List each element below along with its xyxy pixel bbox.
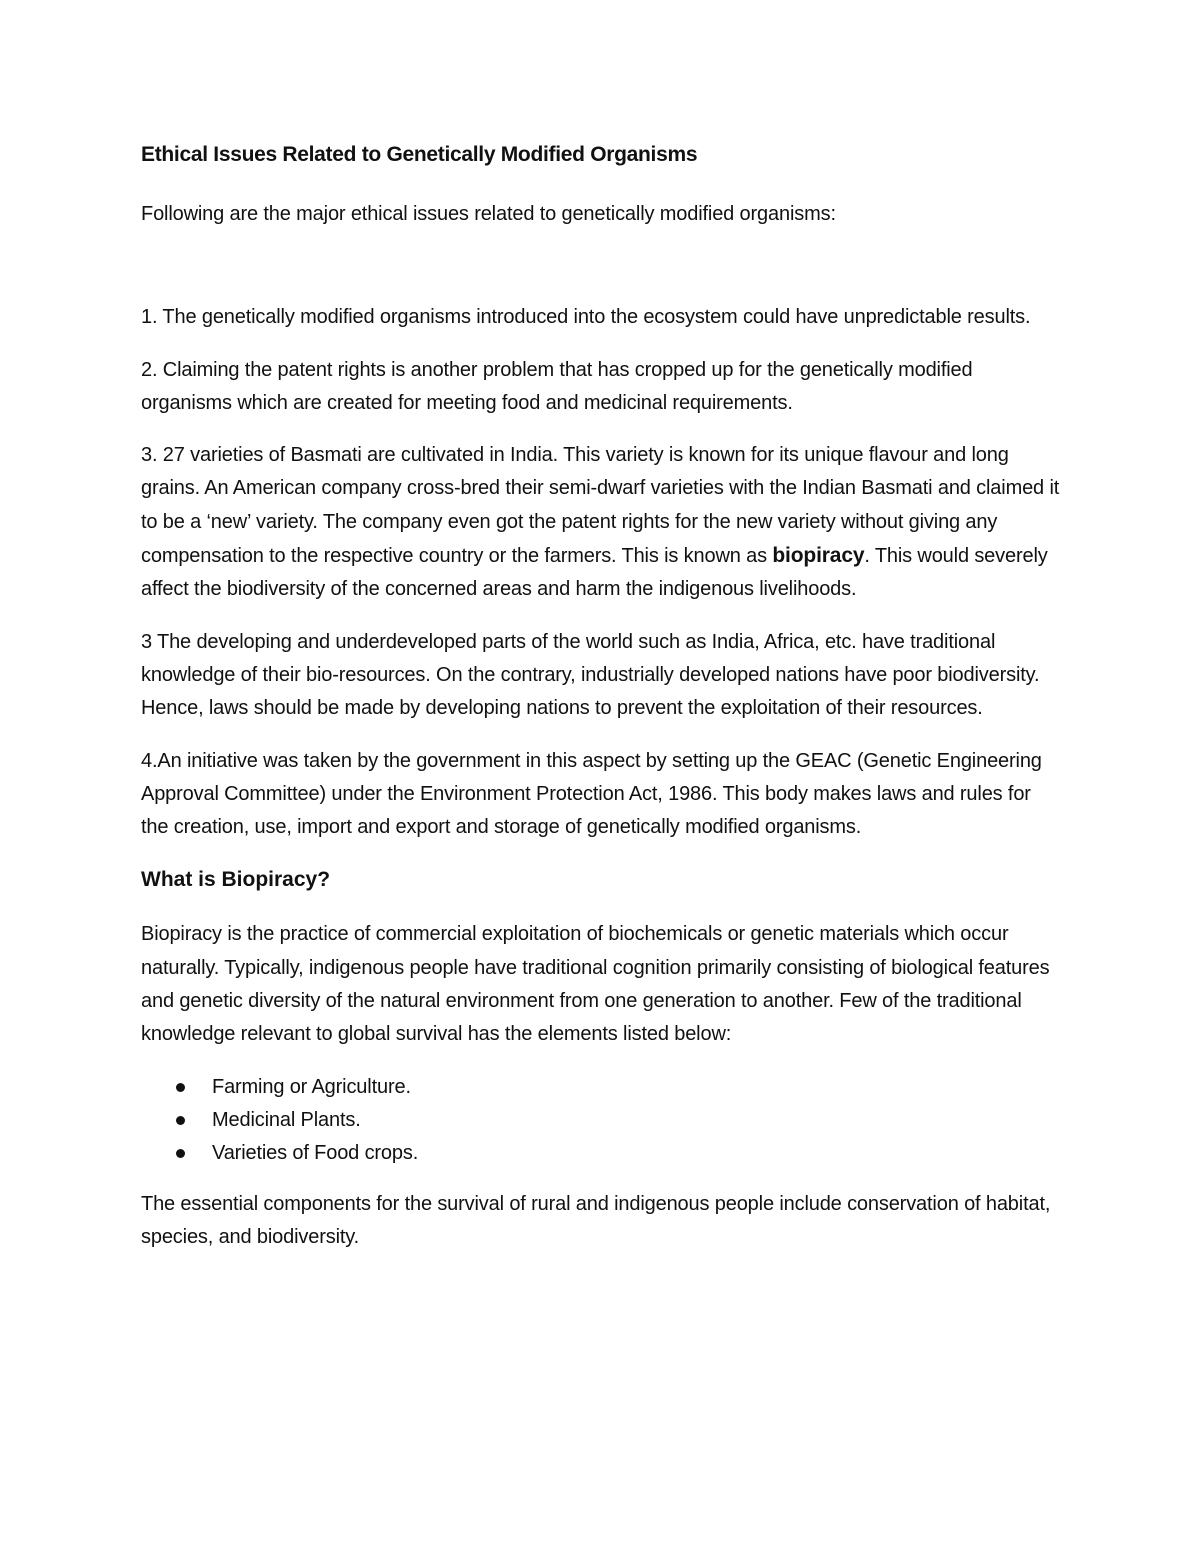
list-item (141, 1071, 1061, 1104)
elements-list (141, 1071, 1061, 1171)
issue-paragraph-1: 1. The genetically modified organisms introduced into the ecosystem could have unpredictable results. (141, 306, 1031, 329)
issue-paragraph-5: 4.An initiative was taken by the government in this aspect by setting up the GEAC (Genetic Engineering Approval Committee) under the Environment Protection Act, 1986. This body makes laws and rules for the creation, use, import and export and storage of genetically modified organisms. (141, 749, 1042, 839)
biopiracy-heading: What is Biopiracy? (141, 868, 331, 892)
bullet-icon (176, 1149, 185, 1158)
list-item-text: Varieties of Food crops. (212, 1142, 419, 1165)
closing-paragraph: The essential components for the survival of rural and indigenous people include conservation of habitat, species, and biodiversity. (141, 1192, 1051, 1248)
biopiracy-term: biopiracy (772, 544, 865, 568)
issue-3-text-before: 3. 27 varieties of Basmati are cultivated in India. This variety is known for its unique flavour and long grains. An American company cross-bred their semi-dwarf varieties with the Indian Basmati and claimed it to be a ‘new’ variety. The company even got the patent rights for the new variety without giving any compensation to the respective country or the farmers. This is known as (141, 444, 1060, 568)
biopiracy-paragraph: Biopiracy is the practice of commercial exploitation of biochemicals or genetic materials which occur naturally. Typically, indigenous people have traditional cognition primarily consisting of biological features and genetic diversity of the natural environment from one generation to another. Few of the traditional knowledge relevant to global survival has the elements listed below: (141, 923, 1050, 1046)
intro-paragraph: Following are the major ethical issues related to genetically modified organisms: (141, 203, 836, 225)
issue-3-text-after: . This would severely affect the biodiversity of the concerned areas and harm the indigenous livelihoods. (141, 545, 1048, 601)
list-item-text: Medicinal Plants. (212, 1108, 361, 1131)
list-item (141, 1104, 1061, 1137)
document-title: Ethical Issues Related to Genetically Modified Organisms (141, 143, 698, 166)
bullet-icon (176, 1116, 185, 1125)
document-page (141, 138, 1061, 1273)
list-item-text: Farming or Agriculture. (212, 1075, 411, 1098)
bullet-icon (176, 1083, 185, 1092)
list-item (141, 1137, 1061, 1170)
issue-paragraph-3 (141, 439, 1061, 606)
issue-paragraph-4: 3 The developing and underdeveloped parts of the world such as India, Africa, etc. have traditional knowledge of their bio-resources. On the contrary, industrially developed nations have poor biodiversity. Hence, laws should be made by developing nations to prevent the exploitation of their resources. (141, 630, 1040, 720)
issue-paragraph-2: 2. Claiming the patent rights is another problem that has cropped up for the genetically modified organisms which are created for meeting food and medicinal requirements. (141, 358, 973, 414)
